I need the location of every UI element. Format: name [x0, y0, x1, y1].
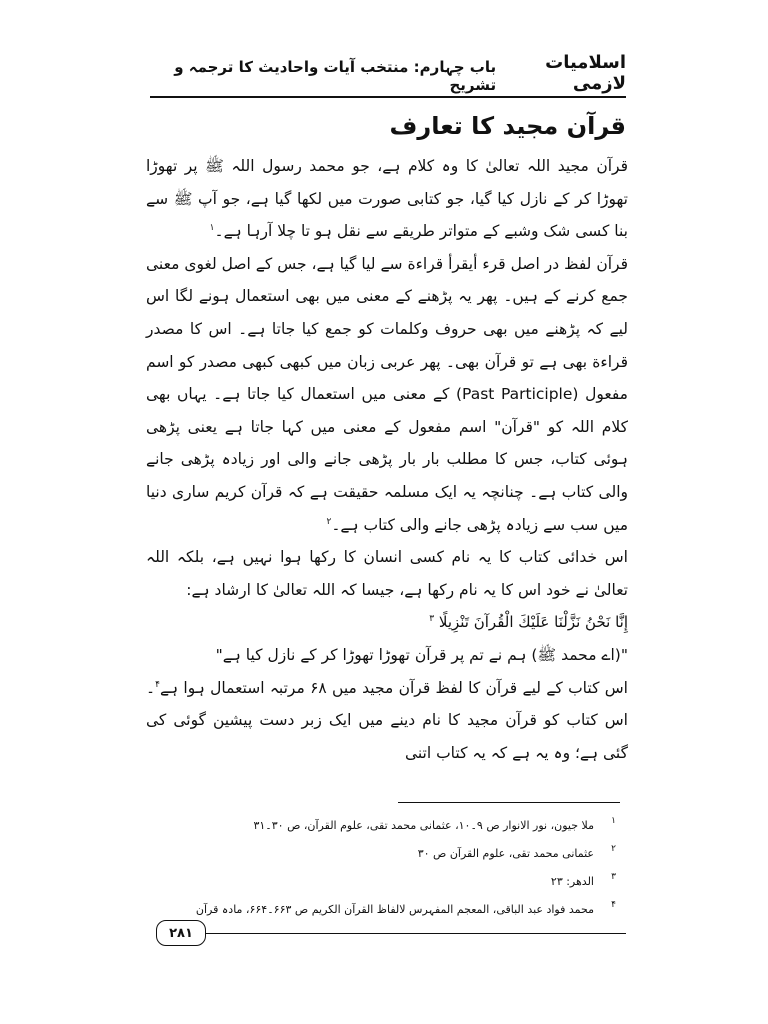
footnote-ref-3[interactable]: ۳	[429, 614, 435, 625]
footnote-3	[146, 868, 616, 896]
footnote-ref-2[interactable]: ۲	[326, 516, 332, 527]
chapter-title: باب چہارم: منتخب آیات واحادیث کا ترجمہ و تشریح	[174, 58, 497, 94]
header-rule	[150, 96, 626, 98]
paragraph-2	[146, 248, 628, 541]
page-number: ۲۸۱	[156, 920, 206, 946]
body-text	[146, 150, 628, 769]
footnote-ref-1[interactable]: ۱	[209, 223, 215, 234]
paragraph-4	[146, 672, 628, 770]
footnote-mark: ۳	[611, 872, 616, 882]
paragraph-1-text: قرآن مجید اللہ تعالیٰ کا وہ کلام ہے، جو محمد رسول اللہ ﷺ پر تھوڑا تھوڑا کر کے نازل کیا گیا، جو کتابی صورت میں لکھا گیا ہے، جو آپ ﷺ سے بنا کسی شک وشبے کے متواتر طریقے سے نقل ہو تا چلا آرہا ہے۔	[146, 157, 628, 241]
footnote-text: الدھر: ۲۳	[550, 875, 594, 888]
footnote-mark: ۱	[611, 816, 616, 826]
quranic-verse	[146, 606, 628, 639]
footnote-ref-4[interactable]: ۴	[155, 679, 160, 690]
section-title: قرآن مجید کا تعارف	[389, 112, 626, 140]
book-title: اسلامیات لازمی	[545, 52, 626, 94]
footnote-1	[146, 812, 616, 840]
footnote-mark: ۲	[611, 844, 616, 854]
verse-translation: "(اے محمد ﷺ) ہم نے تم پر قرآن تھوڑا تھوڑا کر کے نازل کیا ہے"	[215, 645, 628, 664]
footnote-2	[146, 840, 616, 868]
footnote-rule	[398, 802, 620, 803]
footnote-text: محمد فواد عبد الباقی، المعجم المفہرس لالفاظ القرآن الکریم ص ۶۶۳۔۶۶۴، مادہ قرآن	[195, 903, 594, 916]
paragraph-1	[146, 150, 628, 248]
running-header	[150, 52, 626, 94]
footnote-text: ملا جیون، نور الانوار ص ۹۔۱۰، عثمانی محمد تقی، علوم القرآن، ص ۳۰۔۳۱	[253, 819, 594, 832]
paragraph-2-text: قرآن لفظ در اصل قرء أيقرأ قراءة سے لیا گیا ہے، جس کے اصل لغوی معنی جمع کرنے کے ہیں۔ پھر یہ پڑھنے کے معنی میں بھی استعمال ہونے لگا اس لیے کہ پڑھنے میں بھی حروف وکلمات کو جمع کیا جاتا ہے۔ اس کا مصدر قراءة بھی ہے تو قرآن بھی۔ پھر عربی زبان میں کبھی کبھی مصدر کو اسم مفعول (Past Participle) کے معنی میں استعمال کیا جاتا ہے۔ یہاں بھی کلام اللہ کو "قرآن" اسم مفعول کے معنی میں کہا جاتا ہے یعنی پڑھی ہوئی کتاب، جس کا مطلب بار بار پڑھی جانے والی اور زیادہ پڑھی جانے والی کتاب ہے۔ چنانچہ یہ ایک مسلمہ حقیقت ہے کہ قرآن کریم ساری دنیا میں سب سے زیادہ پڑھی جانے والی کتاب ہے۔	[146, 254, 628, 534]
footnote-mark: ۴	[611, 900, 616, 910]
footnote-text: عثمانی محمد تقی، علوم القرآن ص ۳۰	[417, 847, 594, 860]
footnotes	[146, 812, 616, 924]
footnote-4	[146, 896, 616, 924]
paragraph-3-text: اس خدائی کتاب کا یہ نام کسی انسان کا رکھا ہوا نہیں ہے، بلکہ اللہ تعالیٰ نے خود اس کا یہ نام رکھا ہے، جیسا کہ اللہ تعالیٰ کا ارشاد ہے:	[146, 548, 628, 599]
paragraph-3	[146, 541, 628, 606]
paragraph-4-text-a: اس کتاب کے لیے قرآن کا لفظ قرآن مجید میں ۶۸ مرتبہ استعمال ہوا ہے	[159, 678, 628, 697]
footer-rule	[206, 933, 626, 934]
paragraph-4-text-b: ۔ اس کتاب کو قرآن مجید کا نام دینے میں ایک زبر دست پیشین گوئی کی گئی ہے؛ وہ یہ ہے کہ یہ کتاب اتنی	[146, 678, 628, 762]
quranic-verse-text: إِنَّا نَحْنُ نَزَّلْنَا عَلَيْكَ الْقُرآنَ تَنْزِيلًا	[438, 613, 628, 632]
